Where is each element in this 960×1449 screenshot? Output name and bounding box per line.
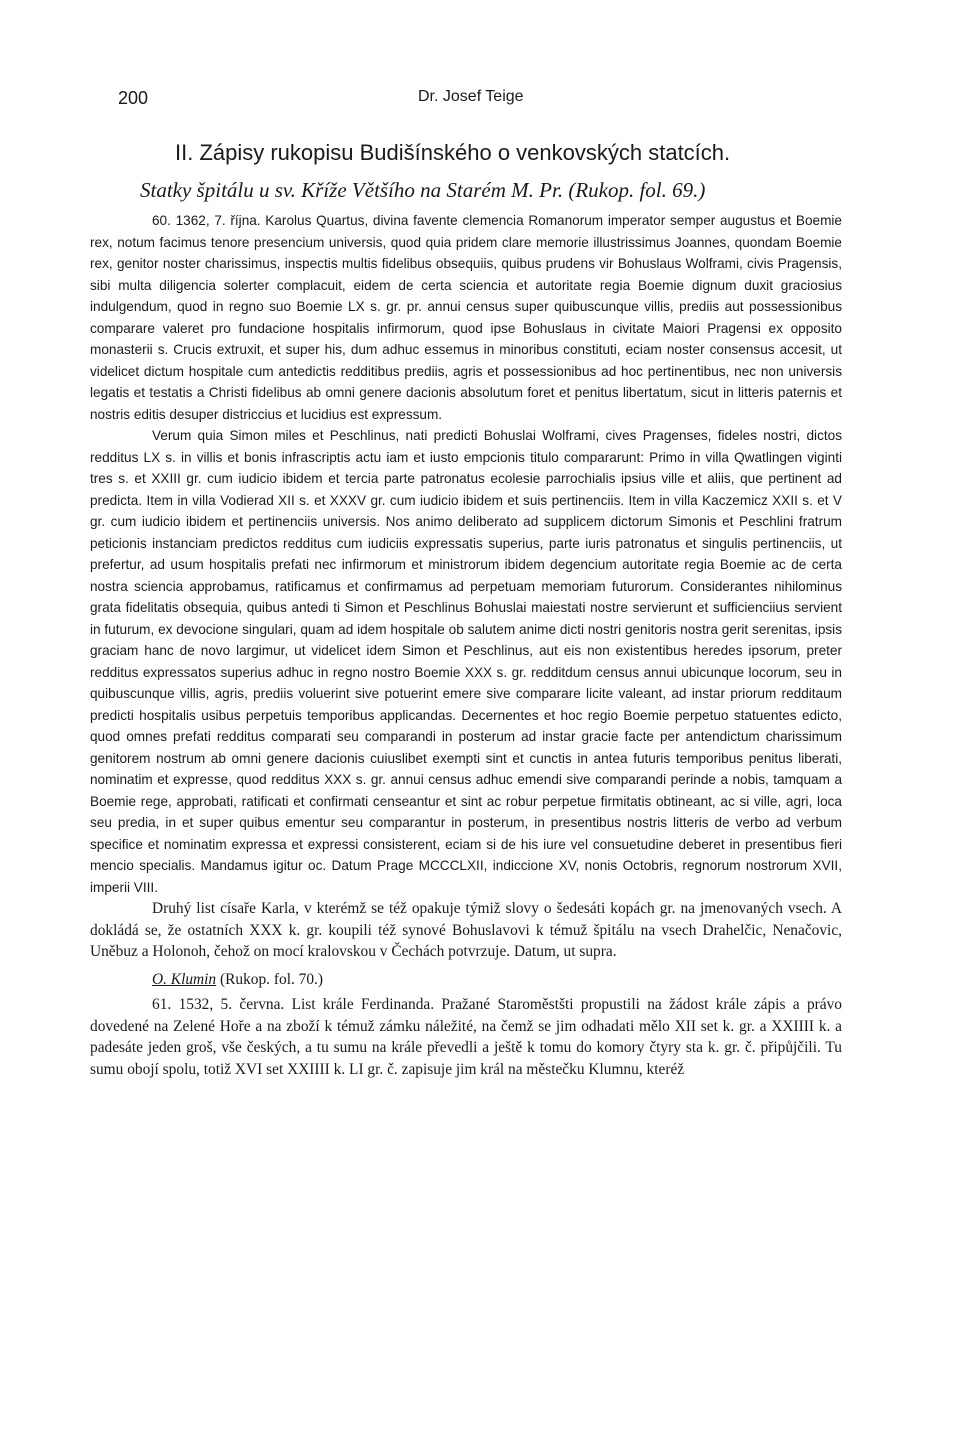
paragraph-charter-60-confirmation: Verum quia Simon miles et Peschlinus, nati predicti Bohuslai Wolframi, cives Pragenses, fideles nostri, dictos redditus LX s. in villis et bonis infrascriptis actu iam et iusto empcionis titulo compararunt: Primo in villa Qwatlingen viginti tres s. et XXIII gr. cum iudicio ibidem et tercia parte patronatus ecolesie parrochialis ipsius ville et aliis, que pertinent ad predicta. Item in villa Vodierad XII s. et XXXV gr. cum iudicio ibidem et suis pertinenciis. Item in villa Kaczemicz XXII s. et V gr. cum iudicio ibidem et pertinenciis universis. Nos animo deliberato ad supplicem dictorum Simonis et Peschlini fratrum peticionis instanciam predictos redditus cum iudiciis expressatis superius, parte iuris patronatus et singulis pertinenciis, ut prefertur, ad usum hospitalis prefati nec infirmorum et ministrorum ibidem degencium autoritate regia Boemie ac de certa nostra sciencia approbamus, ratificamus et confirmamus ad perpetuam memoriam futurorum. Considerantes nihilominus grata fidelitatis obsequia, quibus antedi ti Simon et Peschlinus Bohuslai maiestati nostre servierunt et sufficienciius servient in futurum, ex devocione singulari, quam ad idem hospitale ob salutem anime dicti nostri genitoris nostra gerit serenitas, ipsis graciam hanc de novo largimur, ut videlicet idem Simon et Peschlinus, aut eis non existentibus heredes ipsorum, preter redditus expressatos superius adhuc in regno nostro Boemie XXX s. gr. redditdum census annui ubicunque locorum, seu in quibuscunque villis, agris, prediis voluerint sive potuerint emere sive comparare licite valeant, ad instar priorum redditaum predicti hospitalis usibus perpetuis temporibus applicandas. Decernentes et hoc regio Boemie perpetuo statuentes edicto, quod omnes prefati redditus comparati seu comparandi in posterum ad instar gracie facte per antendictum charissimum genitorem nostrum ab omni genere dacionis cuiuslibet exempti sint et cunctis in antea futuris temporibus penitus liberati, nominatim et expresse, quod redditus XXX s. gr. annui census adhuc emendi sive comparandi perinde a nobis, tamquam a Boemie rege, approbati, ratificati et confirmati censeantur et sint ac robur perpetue firmitatis obtineant, ac si ville, agri, loca seu predia, in et super quibus ementur seu comparantur in posterum, in presentibus nostris litteris de verbo ad verbum specifice et nominatim expressa et expressi consisterent, eciam si de his iure vel consuetudine deberet in presentibus fieri mencio specialis. Mandamus igitur oc. Datum Prage MCCCLXII, indiccione XV, nonis Octobris, regnorum nostrorum XVII, imperii VIII. (90, 428, 842, 895)
running-head-author: Dr. Josef Teige (418, 88, 524, 105)
source-heading: Statky špitálu u sv. Kříže Většího na Starém M. Pr. (Rukop. fol. 69.) (140, 178, 706, 202)
section-title: II. Zápisy rukopisu Budišínského o venkovských statcích. (175, 140, 731, 165)
paragraph-charter-60-opening: 60. 1362, 7. října. Karolus Quartus, divina favente clemencia Romanorum imperator semper augustus et Boemie rex, notum facimus tenore presencium universis, quod quia pridem clare memorie illustrissimus Joannes, quondam Boemie rex, genitor noster charissimus, inspectis multis fidelibus obsequiis, quibus prudens vir Bohuslaus Wolframi, civis Pragensis, sibi multa diligencia solerter complacuit, eidem de certa sciencia et autoritate regia Boemie dignum duxit graciosius indulgendum, quod in regno suo Boemie LX s. gr. pr. annui census super quibuscunque villis, prediis aut possessionibus comparare valeret pro fundacione hospitalis infirmorum, quod ipse Bohuslaus in civitate Maiori Pragensi ex opposito monasterii s. Crucis extruxit, et super his, dum adhuc essemus in minoribus constituti, eciam noster consensus accesit, ut videlicet dictum hospitale cum antedictis redditibus prediis, agris et possessionibus ad hoc pertinentibus, nec non universis legatis et testatis a Christi fidelibus ab omni genere dacionis absolutum foret et penitus libertatum, sicut in litteris paternis et nostris editis desuper districcius et lucidius est expressum. (90, 213, 842, 422)
paragraph-second-letter-note: Druhý list císaře Karla, v kterémž se též opakuje týmiž slovy o šedesáti kopách gr. na jmenovaných vsech. A dokládá se, že ostatních XXX k. gr. koupili též synové Bohuslavovi k témuž špitálu na vsech Drahelčic, Nenačovic, Uněbuz a Holonoh, čehož on mocí kralovskou v Čechách potvrzuje. Datum, ut supra. (90, 900, 842, 960)
signature-name: O. Klumin (152, 970, 217, 988)
signature-reference: (Rukop. fol. 70.) (220, 970, 324, 988)
signature-line (152, 969, 842, 991)
document-body (90, 210, 842, 1080)
paragraph-entry-61: 61. 1532, 5. června. List krále Ferdinanda. Pražané Staroměstšti propustili na žádost krále zápis a právo dovedené na Zelené Hoře a na zboží k témuž zámku náležité, na čemž se jim odhadati mělo XII set k. gr. a XXIIII k. a padesáte jeden groš, vše českých, a tu sumu na krále převedli a ještě k tomu do komory čtyry sta k. gr. č. připůjčili. Tu sumu obojí spolu, totiž XVI set XXIIII k. LI gr. č. zapisuje jim král na městečku Klumnu, kteréž (90, 996, 842, 1078)
page-number: 200 (118, 88, 149, 108)
running-head (118, 88, 838, 112)
